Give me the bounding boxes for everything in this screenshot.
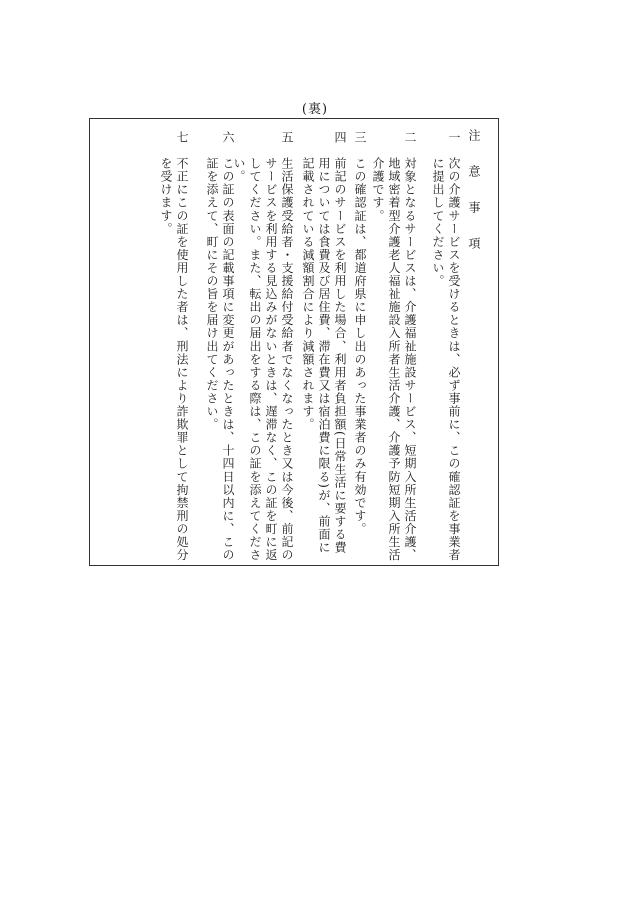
item-number: 七: [175, 131, 189, 145]
item-text: この証の表面の記載事項に変更があったときは、十四日以内に、この証を添えて、町にその旨を届け出てください。: [205, 157, 235, 562]
notice-item-2: [370, 131, 418, 567]
item-text: 前記のサービスを利用した場合、利用者負担額(日常生活に要する費用については食費及び居住費、滞在費又は宿泊費に限る)が、前面に記載されている減額割合により減額されます。: [301, 157, 347, 555]
notice-item-1: [430, 131, 462, 567]
notice-item-3: [352, 131, 368, 567]
item-text: 次の介護サービスを受けるときは、必ず事前に、この確認証を事業者に提出してください。: [431, 157, 461, 562]
item-text: この確認証は、都道府県に申し出のあった事業者のみ有効です。: [353, 157, 367, 536]
item-number: 五: [280, 131, 294, 145]
item-text: 対象となるサービスは、介護福祉施設サービス、短期入所生活介護、地域密着型介護老人福祉施設入所者生活介護、介護予防短期入所生活介護です。: [371, 157, 417, 562]
page-label: (裏): [301, 102, 329, 117]
item-number: 六: [221, 131, 235, 145]
item-number: 三: [353, 131, 367, 145]
item-number: 二: [403, 131, 417, 145]
notice-heading: 注 意 事 項: [467, 129, 481, 255]
notice-item-6: [204, 131, 236, 567]
item-number: 四: [333, 131, 347, 145]
notice-item-4: [300, 131, 348, 567]
notice-item-7: [158, 131, 190, 567]
notice-box: [89, 118, 499, 566]
item-text: 不正にこの証を使用した者は、刑法により詐欺罪として拘禁刑の処分を受けます。: [159, 157, 189, 562]
item-number: 一: [447, 131, 461, 145]
notice-item-5: [231, 131, 295, 567]
item-text: 生活保護受給者・支援給付受給者でなくなったとき又は今後、前記のサービスを利用する見込みがないときは、遅滞なく、この証を町に返してください。また、転出の届出をする際は、この証を添えてください。: [232, 157, 294, 562]
